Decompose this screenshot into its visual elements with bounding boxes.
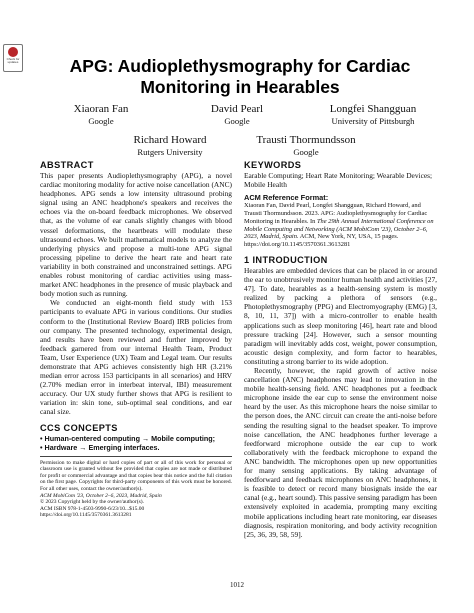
ccs-concepts [40,434,232,452]
author-name: Xiaoran Fan [73,103,129,115]
left-column [40,160,232,519]
divider [40,456,232,457]
author-block [236,134,376,157]
ccs-concept: • Human-centered computing → Mobile computing; [40,433,216,443]
author-affiliation: Google [224,116,250,126]
abstract-heading: ABSTRACT [40,160,94,170]
crossmark-logo-icon [8,47,18,57]
author-block [100,134,240,157]
ccs-concept: • Hardware → Emerging interfaces. [40,442,160,452]
author-affiliation: Google [88,116,114,126]
abstract-paragraph: We conducted an eight-month field study with 153 participants to evaluate APG in various conditions. Our studies conform to the (Institutional Review Board) IRB policies from our company. The presented technology, experimental design, and results have been reviewed and further improved by feedback garnered from our internal Health Team, Product Team, User Experience (UX) Team and Legal team. Our results demonstrate that APG achieves consistently high HR (3.21% median error across 153 participants in all scenarios) and HRV (2.70% median error in interbeat interval, IBI) measurement accuracy. Our UX study further shows that APG is resilient to variation in: skin tone, sub-optimal seal conditions, and ear canal size. [40,298,232,417]
author-name: David Pearl [210,103,264,115]
acm-ref-heading: ACM Reference Format: [244,193,329,203]
paper-title: APG: Audioplethysmography for Cardiac Monitoring in Hearables [69,56,411,97]
acm-ref-text: Xiaoran Fan, David Pearl, Longfei Shangguan, Richard Howard, and Trausti Thormundsson. 2023. APG: Audioplethysmography for Cardiac Monitoring in Hearables. In The 29th Annual International Conference on Mobile Computing and Networking (ACM MobiCom '23), October 2–6, 2023, Madrid, Spain. ACM, New York, NY, USA, 15 pages. https://doi.org/10.1145/3570361.3613281 [244,202,434,249]
badge-label: Check for updates [6,57,20,65]
venue-line: ACM MobiCom '23, October 2–6, 2023, Madrid, Spain [40,492,162,499]
right-column [244,160,437,539]
author-affiliation: Google [293,147,319,157]
ccs-heading: CCS CONCEPTS [40,422,118,433]
permission-block [40,460,232,519]
author-name: Richard Howard [133,134,207,146]
page-number: 1012 [230,581,244,589]
abstract-paragraph: This paper presents Audioplethysmography (APG), a novel cardiac monitoring modality for active noise cancellation (ANC) headphones. APG sends a low intensity ultrasound probing signal using an ANC headphone's speakers and receives the echoes via the on-board feedback microphones. We observed that, as the volume of ear canals slightly changes with blood vessel deformations, the heartbeats will modulate these ultrasound echoes. We built mathematical models to analyze the underlying physics and propose a multi-tone APG signal processing pipeline to derive the heart rate and heart rate variability in both constrained and unconstrained settings. APG enables robust monitoring of cardiac activities using mass-market ANC headphones in the presence of music playback and body motion such as running. [40,171,232,299]
author-name: Trausti Thormundsson [256,134,356,146]
copyright-line: © 2023 Copyright held by the owner/author(s). [40,499,144,506]
keywords-text: Earable Computing; Heart Rate Monitoring; Wearable Devices; Mobile Health [244,171,433,190]
author-affiliation: University of Pittsburgh [331,116,415,126]
doi-link[interactable]: https://doi.org/10.1145/3570361.3613281 [40,512,132,519]
author-affiliation: Rutgers University [137,147,203,157]
author-block [303,103,443,126]
author-block [167,103,307,126]
check-for-updates-badge[interactable] [3,44,23,72]
author-name: Longfei Shangguan [329,103,417,115]
isbn-line: ACM ISBN 978-1-4503-9990-6/23/10...$15.00 [40,505,145,512]
intro-paragraph: Hearables are embedded devices that can be placed in or around the ear to unobtrusively monitor human health and activities [27, 47]. To date, hearables as a health-sensing system is mostly realized by packing a plethora of sensors (e.g., Photoplethysmography (PPG) and Electromyography (EMG) [3, 8, 10, 11, 37]) with a micro-controller to enable health applications such as sleep monitoring [46], heart rate and blood pressure tracking [24]. However, such a sensor mounting paradigm will inevitably adds cost, weight, power consumption, acoustic design complexity, and form factor to hearables, constituting a strong barrier to its wide adoption. [244,265,437,366]
author-block [31,103,171,126]
introduction-heading: 1 INTRODUCTION [244,254,328,265]
intro-paragraph: Recently, however, the rapid growth of active noise cancellation (ANC) headphones may lead to innovation in the mobile health-sensing field. ANC headphones put a feedback microphone inside the ear cup to sense the environment noise heard by the user. As this microphone hears the noise similar to the person does, the ANC circuit can create the anti-noise before sending the resulting signal to the headset speaker. To improve noise cancellation, the ANC headphones further leverage a feedforward microphone outside the ear cup to work collaboratively with the feedback microphone to expand the ANC bandwidth. The microphones open up new opportunities for many sensing applications. By taking advantage of feedforward and feedback microphones on ANC headphones, it is feasible to detect or record many biosignals inside the ear canal (e.g., heart sound). This passive sensing paradigm has been extensively exploited in academia, prompting many exciting mobile applications including heart rate monitoring, ear diseases diagnosis, respiration monitoring, and body activity recognition [25, 36, 39, 58, 59]. [244,366,437,539]
keywords-heading: KEYWORDS [244,160,302,170]
permission-text: Permission to make digital or hard copies of part or all of this work for personal or classroom use is granted without fee provided that copies are not made or distributed for profit or commercial advantage and that copies bear this notice and the full citation on the first page. Copyrights for third-party components of this work must be honored. For all other uses, contact the owner/author(s). [40,459,232,492]
